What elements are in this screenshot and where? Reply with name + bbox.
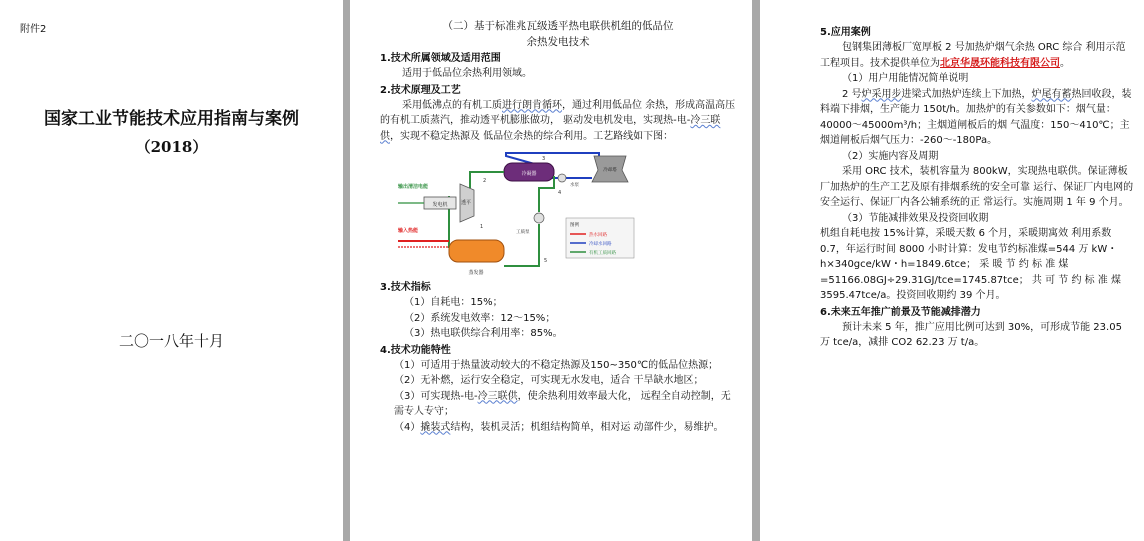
user-energy-text: 2 号炉采用步进梁式加热炉连续上下加热，炉尾有蓄热回收段，装料端下排烟，生产能力 150t/h。加热炉的有关参数如下：烟气量：40000～45000m³/h；主烟道闸板后的烟 气温度：150～410℃；主烟道闸板后烟气压力：-260～-180Pa。 xyxy=(820,88,1132,146)
generator-label: 发电机 xyxy=(432,202,448,208)
work-pump-icon xyxy=(534,213,544,223)
annex-label: 附件2 xyxy=(20,24,47,35)
condenser-label: 冷凝器 xyxy=(521,171,537,177)
node-label-2: 2 xyxy=(483,178,487,184)
organic-loop-top xyxy=(470,172,504,188)
node-label-3: 3 xyxy=(542,156,546,162)
principle-text: 采用低沸点的有机工质进行朗肯循环，通过利用低品位 余热，形成高温高压的有机工质蒸汽，推动透平机膨胀做功， 驱动发电机发电，实现热-电-冷三联供，实现不稳定热源及 低品位余热的综合利用。工艺路线如下图： xyxy=(380,99,736,142)
feature-3: （3）可实现热-电-冷三联供，使余热利用效率最大化， 远程全自动控制，无需专人专守； xyxy=(394,390,731,417)
implementation-text: 采用 ORC 技术，装机容量为 800kW，实现热电联供。保证薄板厂加热炉的生产工艺及原有排烟系统的安全可靠 运行、保证厂内电网的安全运行、保证厂内各公辅系统的正 常运行。实施周期 1 年 9 个月。 xyxy=(820,166,1134,208)
heading-case: 5.应用案例 xyxy=(820,27,871,38)
process-diagram xyxy=(394,148,644,278)
input-label: 输入热能 xyxy=(398,228,419,234)
scope-text: 适用于低品位余热利用领域。 xyxy=(402,68,532,79)
cover-title: 国家工业节能技术应用指南与案例 xyxy=(44,109,299,129)
technology-page xyxy=(350,0,752,541)
process-diagram-svg xyxy=(394,148,644,278)
legend-title: 图例 xyxy=(570,223,579,228)
feature-2: （2）无补燃，运行安全稳定，可实现无水发电，适合 干旱缺水地区； xyxy=(394,375,704,386)
node-label-4: 4 xyxy=(558,190,562,196)
section-title-line1: （二）基于标准兆瓦级透平热电联供机组的低品位 xyxy=(442,20,674,32)
company-name: 北京华晟环能科技有限公司 xyxy=(940,57,1060,69)
section-title-line2: 余热发电技术 xyxy=(526,36,590,48)
prospect-text: 预计未来 5 年，推广应用比例可达到 30%，可形成节能 23.05 万 tce/a，减排 CO2 62.23 万 t/a。 xyxy=(820,321,1122,348)
indicator-2: （2）系统发电效率：12～15%； xyxy=(404,312,556,324)
heading-indicators: 3.技术指标 xyxy=(380,282,431,293)
evaporator-label: 蒸发器 xyxy=(468,270,484,276)
heading-user-energy: （1）用户用能情况简单说明 xyxy=(842,73,969,84)
heading-prospect: 6.未来五年推广前景及节能减排潜力 xyxy=(820,306,981,318)
indicator-3: （3）热电联供综合利用率：85%。 xyxy=(404,328,563,339)
heading-scope: 1.技术所属领域及适用范围 xyxy=(380,53,501,64)
node-label-1: 1 xyxy=(480,224,484,230)
feature-1: （1）可适用于热量波动较大的不稳定热源及150~350℃的低品位热源； xyxy=(394,359,719,371)
indicator-1: （1）自耗电：15%； xyxy=(404,297,503,308)
heading-principle: 2.技术原理及工艺 xyxy=(380,84,461,96)
legend-hot-label: 热水回路 xyxy=(589,233,607,238)
cover-year: （2018） xyxy=(135,138,208,156)
effect-text-3: 3595.47tce/a。投资回收期约 39 个月。 xyxy=(820,290,1006,301)
case-page xyxy=(760,0,1144,541)
section-title xyxy=(380,18,736,50)
legend-organic-label: 有机工质回路 xyxy=(589,251,616,256)
evaporator-icon xyxy=(449,240,504,262)
water-pump-icon xyxy=(558,174,566,182)
water-pump-label: 水泵 xyxy=(570,183,579,188)
output-label: 输出清洁电能 xyxy=(398,184,429,190)
work-pump-label: 工质泵 xyxy=(516,230,530,235)
heading-implementation: （2）实施内容及周期 xyxy=(842,150,939,162)
feature-4: （4）撬装式结构，装机灵活；机组结构简单，相对运 动部件少，易维护。 xyxy=(394,421,724,433)
cooling-tower-label: 冷却塔 xyxy=(603,168,617,173)
turbine-label: 透平 xyxy=(460,200,472,206)
effect-text-1: 机组自耗电按 15%计算，采暖天数 6 个月，采暖期寓效 利用系数 0.7，年运行时间 8000 小时计算：发电节约标准煤=544 万 kW・h×340gce/kW・h=1849.6tce； 采 暖 节 约 标 准 煤 xyxy=(820,228,1118,270)
case-intro: 包钢集团薄板厂宽厚板 2 号加热炉烟气余热 ORC 综合 利用示范工程项目。技术提供单位为北京华晟环能科技有限公司。 xyxy=(820,42,1126,69)
heading-features: 4.技术功能特性 xyxy=(380,344,451,356)
heading-effect: （3）节能减排效果及投资回收期 xyxy=(842,212,989,224)
legend-cool-label: 冷却水回路 xyxy=(589,242,612,247)
cover-date: 二〇一八年十月 xyxy=(118,332,224,350)
effect-text-2: =51166.08GJ÷29.31GJ/tce=1745.87tce； 共 可 节 约 标 准 煤 xyxy=(820,274,1121,286)
node-label-5: 5 xyxy=(544,258,548,264)
cover-page xyxy=(0,0,343,541)
